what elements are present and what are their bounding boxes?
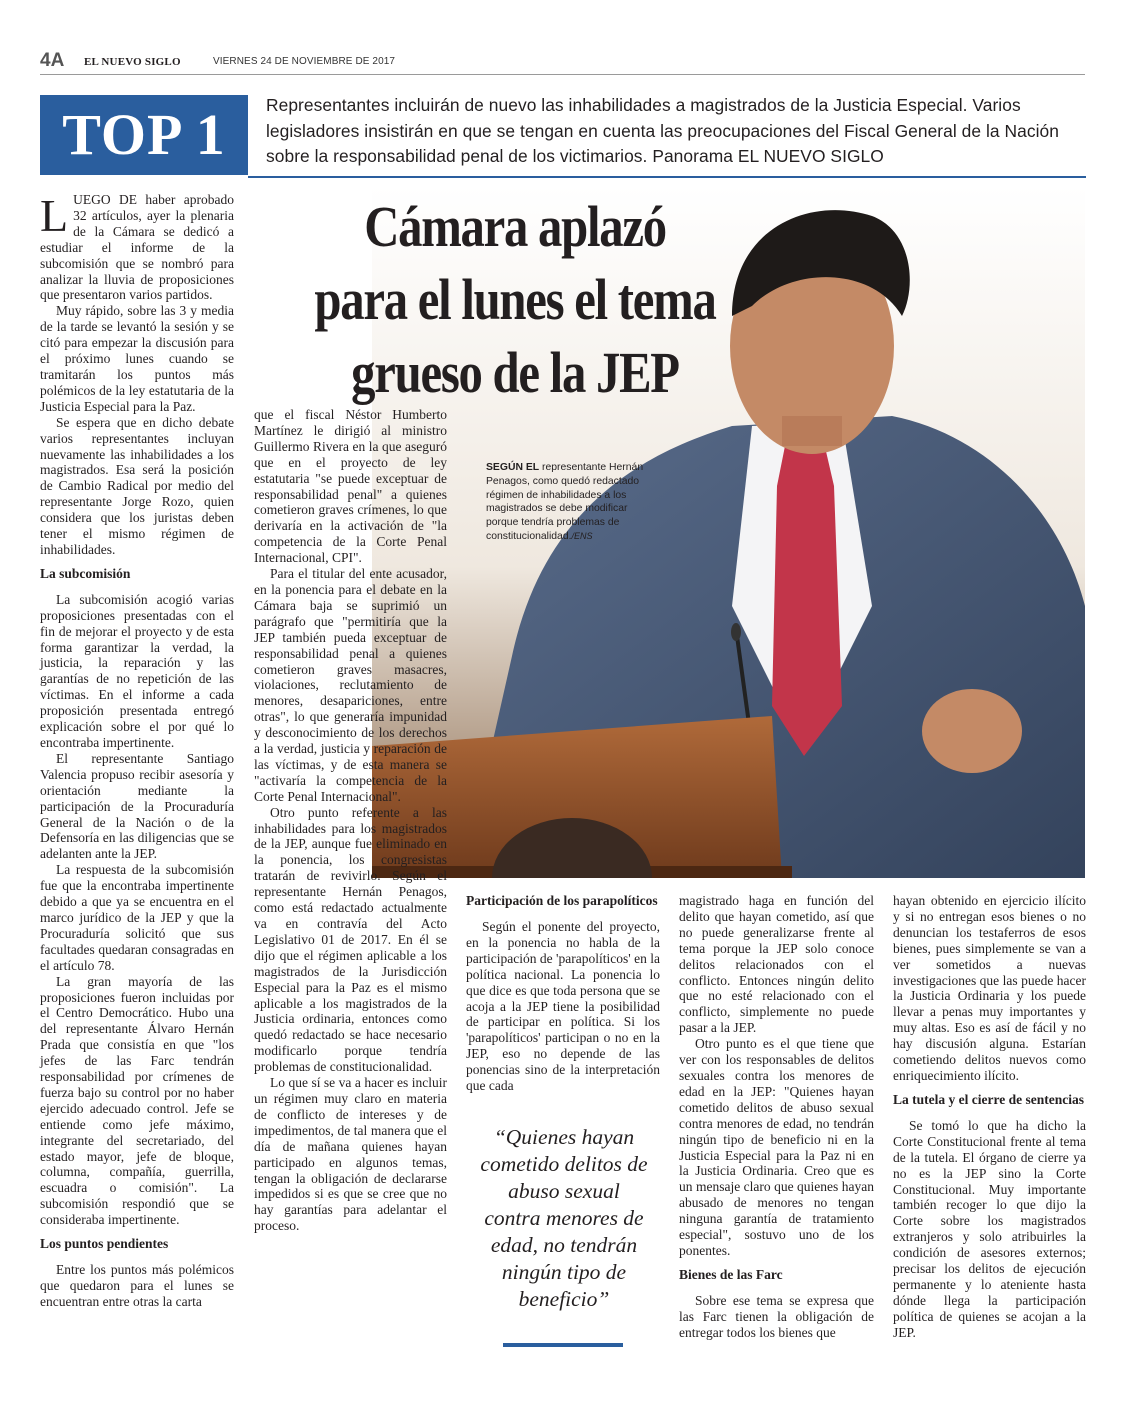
issue-date: VIERNES 24 DE NOVIEMBRE DE 2017: [213, 56, 396, 67]
subheading: Participación de los parapolíticos: [466, 893, 658, 908]
body-paragraph: Según el ponente del proyecto, en la ponencia no habla de la participación de 'parapolíticos' en la política nacional. La ponencia lo que dice es que toda persona que se acoja a la JEP tiene la posibilidad de participar en política. Si los 'parapolíticos' participan o no en la JEP, eso no depende de las ponencias sino de la interpretación que cada: [466, 919, 660, 1094]
section-label-box: [40, 95, 248, 175]
photo-caption: [486, 461, 661, 544]
headline: [297, 190, 734, 409]
body-paragraph: Se tomó lo que ha dicho la Corte Constitucional frente al tema de la tutela. El órgano de cierre ya no es la JEP sino la Corte Constitucional. Muy importante también recoger lo que dijo la Corte sobre los magistrados extranjeros y solo atribuirles la condición de asesores externos; precisar los delitos de ejecución permanente y lo ateniente hasta dónde llega la participación política de quienes se acojan a la JEP.: [893, 1117, 1086, 1340]
caption-text: representante Hernán Penagos, como quedó redactado régimen de inhabilidades a los magistrados se debe modificar porque tendría problemas de constitucionalidad.: [486, 462, 644, 542]
body-paragraph: El representante Santiago Valencia propuso recibir asesoría y orientación mediante la participación de la Procuraduría General de la Nación o de la Defensoría en las diligencias que se adelanten ante la JEP.: [40, 750, 234, 862]
article-column-1: [40, 192, 234, 1310]
headline-line: grueso de la JEP: [351, 340, 679, 405]
headline-line: Cámara aplazó: [364, 194, 666, 259]
subheading: La tutela y el cierre de sentencias: [893, 1091, 1084, 1107]
article-column-3: [466, 893, 660, 1094]
body-paragraph: que el fiscal Néstor Humberto Martínez le dirigió al ministro Guillermo Rivera en la que aseguró que en el proyecto de ley estatutaria "se puede exceptuar de responsabilidad penal" a quienes cometieron graves crímenes, lo que derivaría en la activación de "la competencia de la Corte Penal Internacional, CPI".: [254, 407, 447, 566]
pull-quote: “Quienes hayan cometido delitos de abuso sexual contra menores de edad, no tendrán ningún tipo de beneficio”: [480, 1125, 648, 1311]
drop-cap: L: [40, 190, 69, 241]
body-paragraph: Entre los puntos más polémicos que quedaron para el lunes se encuentran entre otras la carta: [40, 1262, 234, 1309]
article-deck: Representantes incluirán de nuevo las inhabilidades a magistrados de la Justicia Especial. Varios legisladores insistirán en que se tengan en cuenta las preocupaciones del Fiscal General de la Nación sobre la responsabilidad penal de los victimarios. Panorama EL NUEVO SIGLO: [266, 95, 1059, 166]
page-number: 4A: [40, 50, 65, 71]
body-paragraph: Otro punto referente a las inhabilidades para los magistrados de la JEP, aunque fue eliminado en la ponencia, los congresistas tratarán de revivirlo. Según el representante Hernán Penagos, como está redactado actualmente va en contravía del Acto Legislativo 01 de 2017. En él se dijo que el régimen aplicable a los magistrados de la Jurisdicción Especial para la Paz es el mismo aplicable a los magistrados de la Justicia ordinaria, entonces como quedó redactado se hace necesario modificarlo porque tendría problemas de constitucionalidad.: [254, 804, 447, 1075]
publication-name: EL NUEVO SIGLO: [84, 56, 181, 68]
body-paragraph: Otro punto es el que tiene que ver con los responsables de delitos sexuales contra los menores de edad en la JEP: "Quienes hayan cometido delitos de abuso sexual contra menores de edad, no tendrán ningún tipo de beneficio ni en la Justicia Especial para la Paz ni en la Justicia Ordinaria. Creo que es un mensaje claro que quienes hayan abusado de menores no tengan ninguna garantía de tratamiento especial", sostuvo uno de los ponentes.: [679, 1036, 874, 1258]
subheading: La subcomisión: [40, 565, 131, 581]
subheading: Bienes de las Farc: [679, 1266, 783, 1282]
caption-lead: SEGÚN EL: [486, 462, 540, 473]
body-paragraph: La subcomisión acogió varias proposiciones presentadas con el fin de mejorar el proyecto y de esta forma garantizar la verdad, la justicia, la reparación y las garantías de no repetición de las víctimas. En el informe a cada proposición presentada entregó explicación sobre el por qué lo encontraba impertinente.: [40, 591, 234, 750]
article-column-2: [254, 407, 447, 1234]
page-header: [40, 50, 1085, 75]
headline-line: para el lunes el tema: [314, 267, 716, 332]
pull-quote-rule: [503, 1343, 623, 1347]
article-column-4: [679, 893, 874, 1341]
deck-divider: [248, 176, 1086, 178]
body-paragraph: Para el titular del ente acusador, en la ponencia para el debate en la Cámara baja se suprimió un parágrafo que "permitiría que la JEP también pueda exceptuar de responsabilidad penal a quienes cometieron graves masacres, violaciones, reclutamiento de menores, desapariciones, entre otras", lo que generaría impunidad y desconocimiento de los derechos a la verdad, justicia y reparación de las víctimas, y de esta manera se "activaría la competencia de la Corte Penal Internacional".: [254, 566, 447, 804]
article-column-5: [893, 893, 1086, 1341]
body-paragraph: Sobre ese tema se expresa que las Farc tienen la obligación de entregar todos los bienes que: [679, 1292, 874, 1340]
photo-credit: /ENS: [571, 530, 593, 541]
body-paragraph: Se espera que en dicho debate varios representantes incluyan nuevamente las inhabilidades a los magistrados. Esa será la posición de Cambio Radical por medio del representante Jorge Rozo, quien considera que los juristas deben tener el mismo régimen de inhabilidades.: [40, 414, 234, 557]
body-paragraph: LUEGO DE haber aprobado 32 artículos, ayer la plenaria de la Cámara se dedicó a estudiar el informe de la subcomisión que se nombró para analizar la lluvia de proposiciones que presentaron varios partidos.: [40, 190, 234, 303]
body-paragraph: La gran mayoría de las proposiciones fueron incluidas por el Centro Democrático. Hubo una del representante Álvaro Hernán Prada que consistía en que "los jefes de las Farc tendrán responsabilidad por crímenes de fuerza bajo su control por no haber ejercido adecuado control. Jefe se entiende como jefe máximo, integrante del secretariado, del estado mayor, jefe de bloque, columna, compañía, guerrilla, escuadra o comisión". La subcomisión respondió que se consideraba impertinente.: [40, 973, 234, 1228]
body-paragraph: magistrado haga en función del delito que hayan cometido, así que no puede generalizarse frente al tema porque la JEP solo conoce delitos relacionados con el conflicto. Entonces ningún delito que no esté relacionado con el conflicto, simplemente no puede pasar a la JEP.: [679, 893, 874, 1036]
body-paragraph: Muy rápido, sobre las 3 y media de la tarde se levantó la sesión y se citó para empezar la discusión para el próximo lunes cuando se tramitarán los puntos más polémicos de la ley estatutaria de la Justicia Especial para la Paz.: [40, 303, 234, 414]
body-paragraph: La respuesta de la subcomisión fue que la encontraba impertinente debido a que ya se encuentra en el marco jurídico de la JEP y que la Procuraduría solicitó que sus facultades quedaran consagradas en el artículo 78.: [40, 862, 234, 973]
section-label: TOP 1: [62, 102, 226, 167]
body-paragraph: hayan obtenido en ejercicio ilícito y si no entregan esos bienes o no denuncian los testaferros de esos bienes, pues simplemente se van a ver sometidos a nuevas investigaciones que las puede hacer la Justicia Ordinaria y los puede llevar a penas muy importantes y muy altas. Eso es así de fácil y no hay discusión alguna. Estarían cometiendo delitos nuevos como enriquecimiento ilícito.: [893, 893, 1086, 1083]
subheading: Los puntos pendientes: [40, 1236, 169, 1252]
body-paragraph: Lo que sí se va a hacer es incluir un régimen muy claro en materia de conflicto de intereses y de impedimentos, de tal manera que el día de mañana quienes hayan participado en algunos temas, tengan la obligación de declararse impedidos si es que se cree que no hay garantías para adelantar el proceso.: [254, 1075, 447, 1234]
